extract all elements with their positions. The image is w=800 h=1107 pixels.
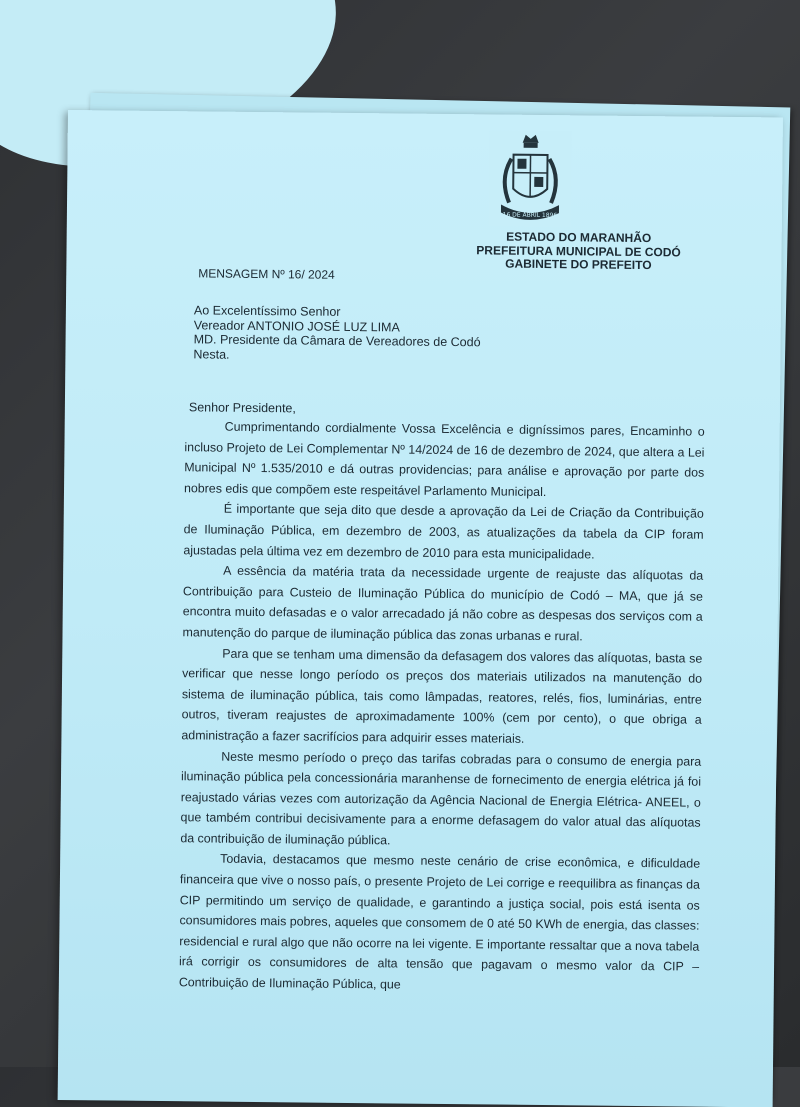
paragraph: Para que se tenham uma dimensão da defasagem dos valores das alíquotas, basta se verificar que nesse longo período os preços dos materiais utilizados na manutenção do sistema de iluminação pública, tais como lâmpadas, reatores, relés, fios, luminárias, entre outros, tiveram reajustes de aproximadamente 100% (cem por cento), o que obriga a administração a fazer sacrifícios para adquirir esses materiais. bbox=[181, 643, 702, 751]
office-name: GABINETE DO PREFEITO bbox=[413, 257, 743, 274]
letterhead-title bbox=[413, 230, 743, 274]
salutation: Senhor Presidente, bbox=[189, 397, 296, 419]
prefecture-name: PREFEITURA MUNICIPAL DE CODÓ bbox=[413, 243, 743, 260]
paragraph: É importante que seja dito que desde a aprovação da Lei de Criação da Contribuição de Iluminação Pública, em dezembro de 2003, as atualizações da tabela da CIP foram ajustadas pela última vez em dezembro de 2010 para esta municipalidade. bbox=[183, 499, 704, 566]
address-line: MD. Presidente da Câmara de Vereadores de Codó bbox=[194, 332, 481, 350]
address-line: Vereador ANTONIO JOSÉ LUZ LIMA bbox=[194, 318, 481, 336]
address-block bbox=[193, 303, 481, 364]
address-line: Nesta. bbox=[193, 347, 480, 365]
letter-body bbox=[179, 416, 705, 998]
state-name: ESTADO DO MARANHÃO bbox=[414, 230, 744, 247]
paragraph: A essência da matéria trata da necessidade urgente de reajuste das alíquotas da Contribuição para Custeio de Iluminação Pública do município de Codó – MA, que já se encontra muito defasadas e o valor arrecadado já não cobre as despesas dos serviços com a manutenção do parque de iluminação pública das zonas urbanas e rural. bbox=[182, 560, 703, 648]
svg-text:16 DE ABRIL 1896: 16 DE ABRIL 1896 bbox=[503, 212, 558, 220]
municipal-coat-of-arms bbox=[489, 130, 572, 227]
paragraph: Todavia, destacamos que mesmo neste cenário de crise econômica, e dificuldade financeira que vive o nosso país, o presente Projeto de Lei corrige e reequilibra as finanças da CIP permitindo um serviço de qualidade, e garantindo a justiça social, pois está isenta os consumidores mais pobres, aqueles que consomem de 0 até 50 KWh de energia, das classes: residencial e rural algo que não ocorre na lei vigente. E importante ressaltar que a nova tabela irá corrigir os consumidores de alta tensão que pagavam o mesmo valor da CIP – Contribuição de Iluminação Pública, que bbox=[179, 849, 700, 999]
message-number: MENSAGEM Nº 16/ 2024 bbox=[198, 263, 335, 285]
paragraph: Neste mesmo período o preço das tarifas cobradas para o consumo de energia para iluminação pública pela concessionária maranhense de fornecimento de energia elétrica já foi reajustado várias vezes com autorização da Agência Nacional de Energia Elétrica- ANEEL, o que também contribui decisivamente para a enorme defasagem do valor atual das alíquotas da contribuição de iluminação pública. bbox=[180, 746, 701, 854]
paragraph: Cumprimentando cordialmente Vossa Excelência e digníssimos pares, Encaminho o incluso Projeto de Lei Complementar Nº 14/2024 de 16 de dezembro de 2024, que altera a Lei Municipal Nº 1.535/2010 e dá outras providencias; para análise e aprovação por parte dos nobres edis que compõem este respeitável Parlamento Municipal. bbox=[184, 416, 705, 504]
address-line: Ao Excelentíssimo Senhor bbox=[194, 303, 481, 321]
document-page bbox=[58, 110, 783, 1107]
